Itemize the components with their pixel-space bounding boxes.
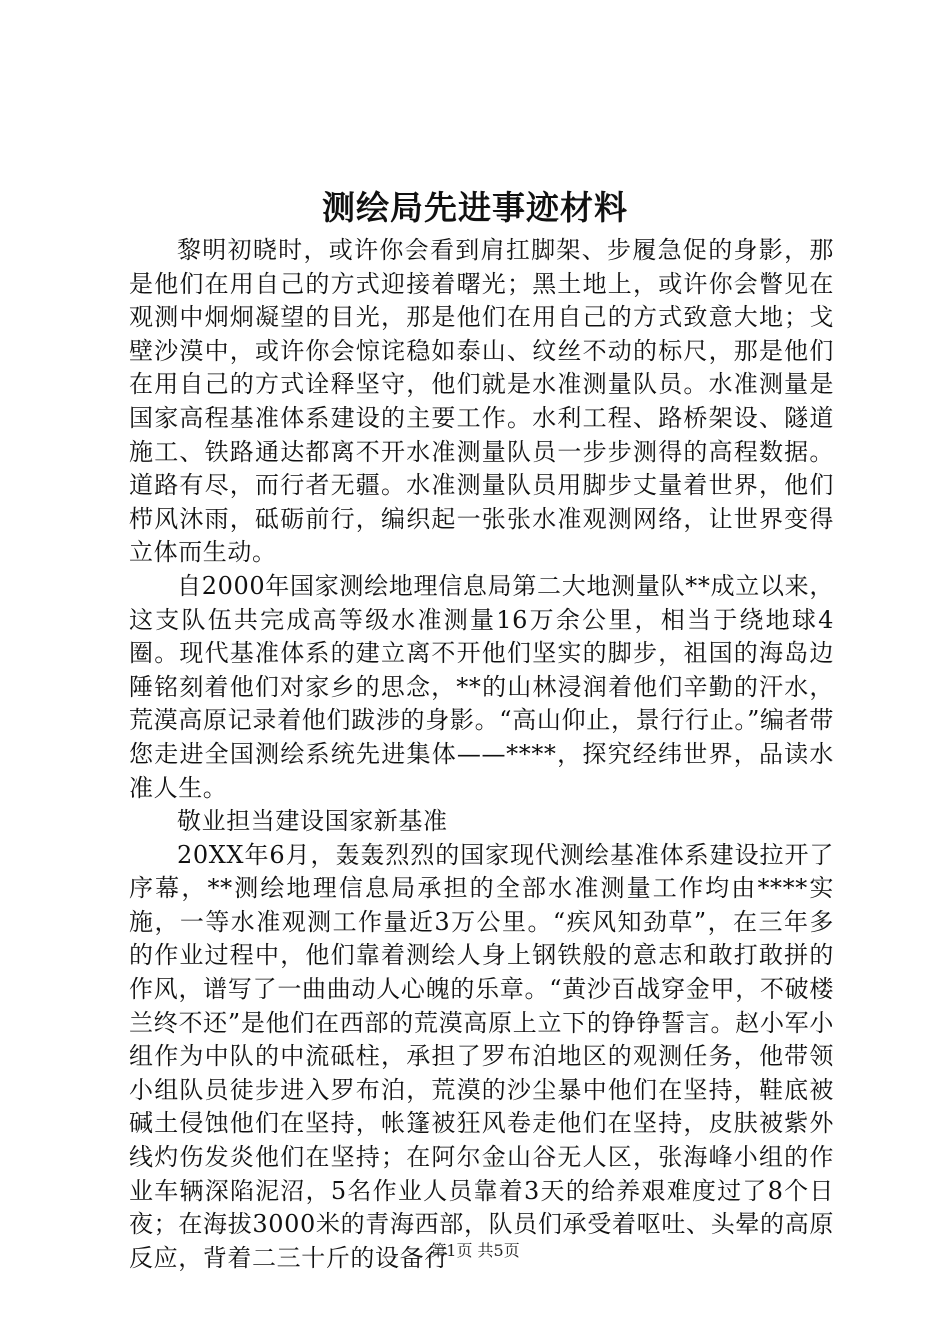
paragraph-details: 20XX年6月，轰轰烈烈的国家现代测绘基准体系建设拉开了序幕，**测绘地理信息局承担的全部水准测量工作均由****实施，一等水准观测工作量近3万公里。“疾风知劲草”，在三年多的作业过程中，他们靠着测绘人身上钢铁般的意志和敢打敢拼的作风，谱写了一曲曲动人心魄的乐章。“黄沙百战穿金甲，不破楼兰终不还”是他们在西部的荒漠高原上立下的铮铮誓言。赵小军小组作为中队的中流砥柱，承担了罗布泊地区的观测任务，他带领小组队员徒步进入罗布泊，荒漠的沙尘暴中他们在坚持，鞋底被碱土侵蚀他们在坚持，帐篷被狂风卷走他们在坚持，皮肤被紫外线灼伤发炎他们在坚持；在阿尔金山谷无人区，张海峰小组的作业车辆深陷泥沼，5名作业人员靠着3天的给养艰难度过了8个日夜；在海拔3000米的青海西部，队员们承受着呕吐、头晕的高原反应，背着二三十斤的设备行 — [129, 840, 834, 1272]
document-body — [129, 234, 834, 1275]
document-title: 测绘局先进事迹材料 — [322, 188, 628, 227]
page-footer: 第1页 共5页 — [430, 1241, 520, 1260]
paragraph-history: 自2000年国家测绘地理信息局第二大地测量队**成立以来，这支队伍共完成高等级水准测量16万余公里，相当于绕地球4圈。现代基准体系的建立离不开他们坚实的脚步，祖国的海岛边陲铭刻着他们对家乡的思念，**的山林浸润着他们辛勤的汗水，荒漠高原记录着他们跋涉的身影。“高山仰止，景行行止。”编者带您走进全国测绘系统先进集体——****，探究经纬世界，品读水准人生。 — [129, 571, 834, 802]
paragraph-intro: 黎明初晓时，或许你会看到肩扛脚架、步履急促的身影，那是他们在用自己的方式迎接着曙光；黑土地上，或许你会瞥见在观测中炯炯凝望的目光，那是他们在用自己的方式致意大地；戈壁沙漠中，或许你会惊诧稳如泰山、纹丝不动的标尺，那是他们在用自己的方式诠释坚守，他们就是水准测量队员。水准测量是国家高程基准体系建设的主要工作。水利工程、路桥架设、隧道施工、铁路通达都离不开水准测量队员一步步测得的高程数据。道路有尽，而行者无疆。水准测量队员用脚步丈量着世界，他们栉风沐雨，砥砺前行，编织起一张张水准观测网络，让世界变得立体而生动。 — [129, 236, 834, 567]
section-heading: 敬业担当建设国家新基准 — [177, 807, 448, 836]
